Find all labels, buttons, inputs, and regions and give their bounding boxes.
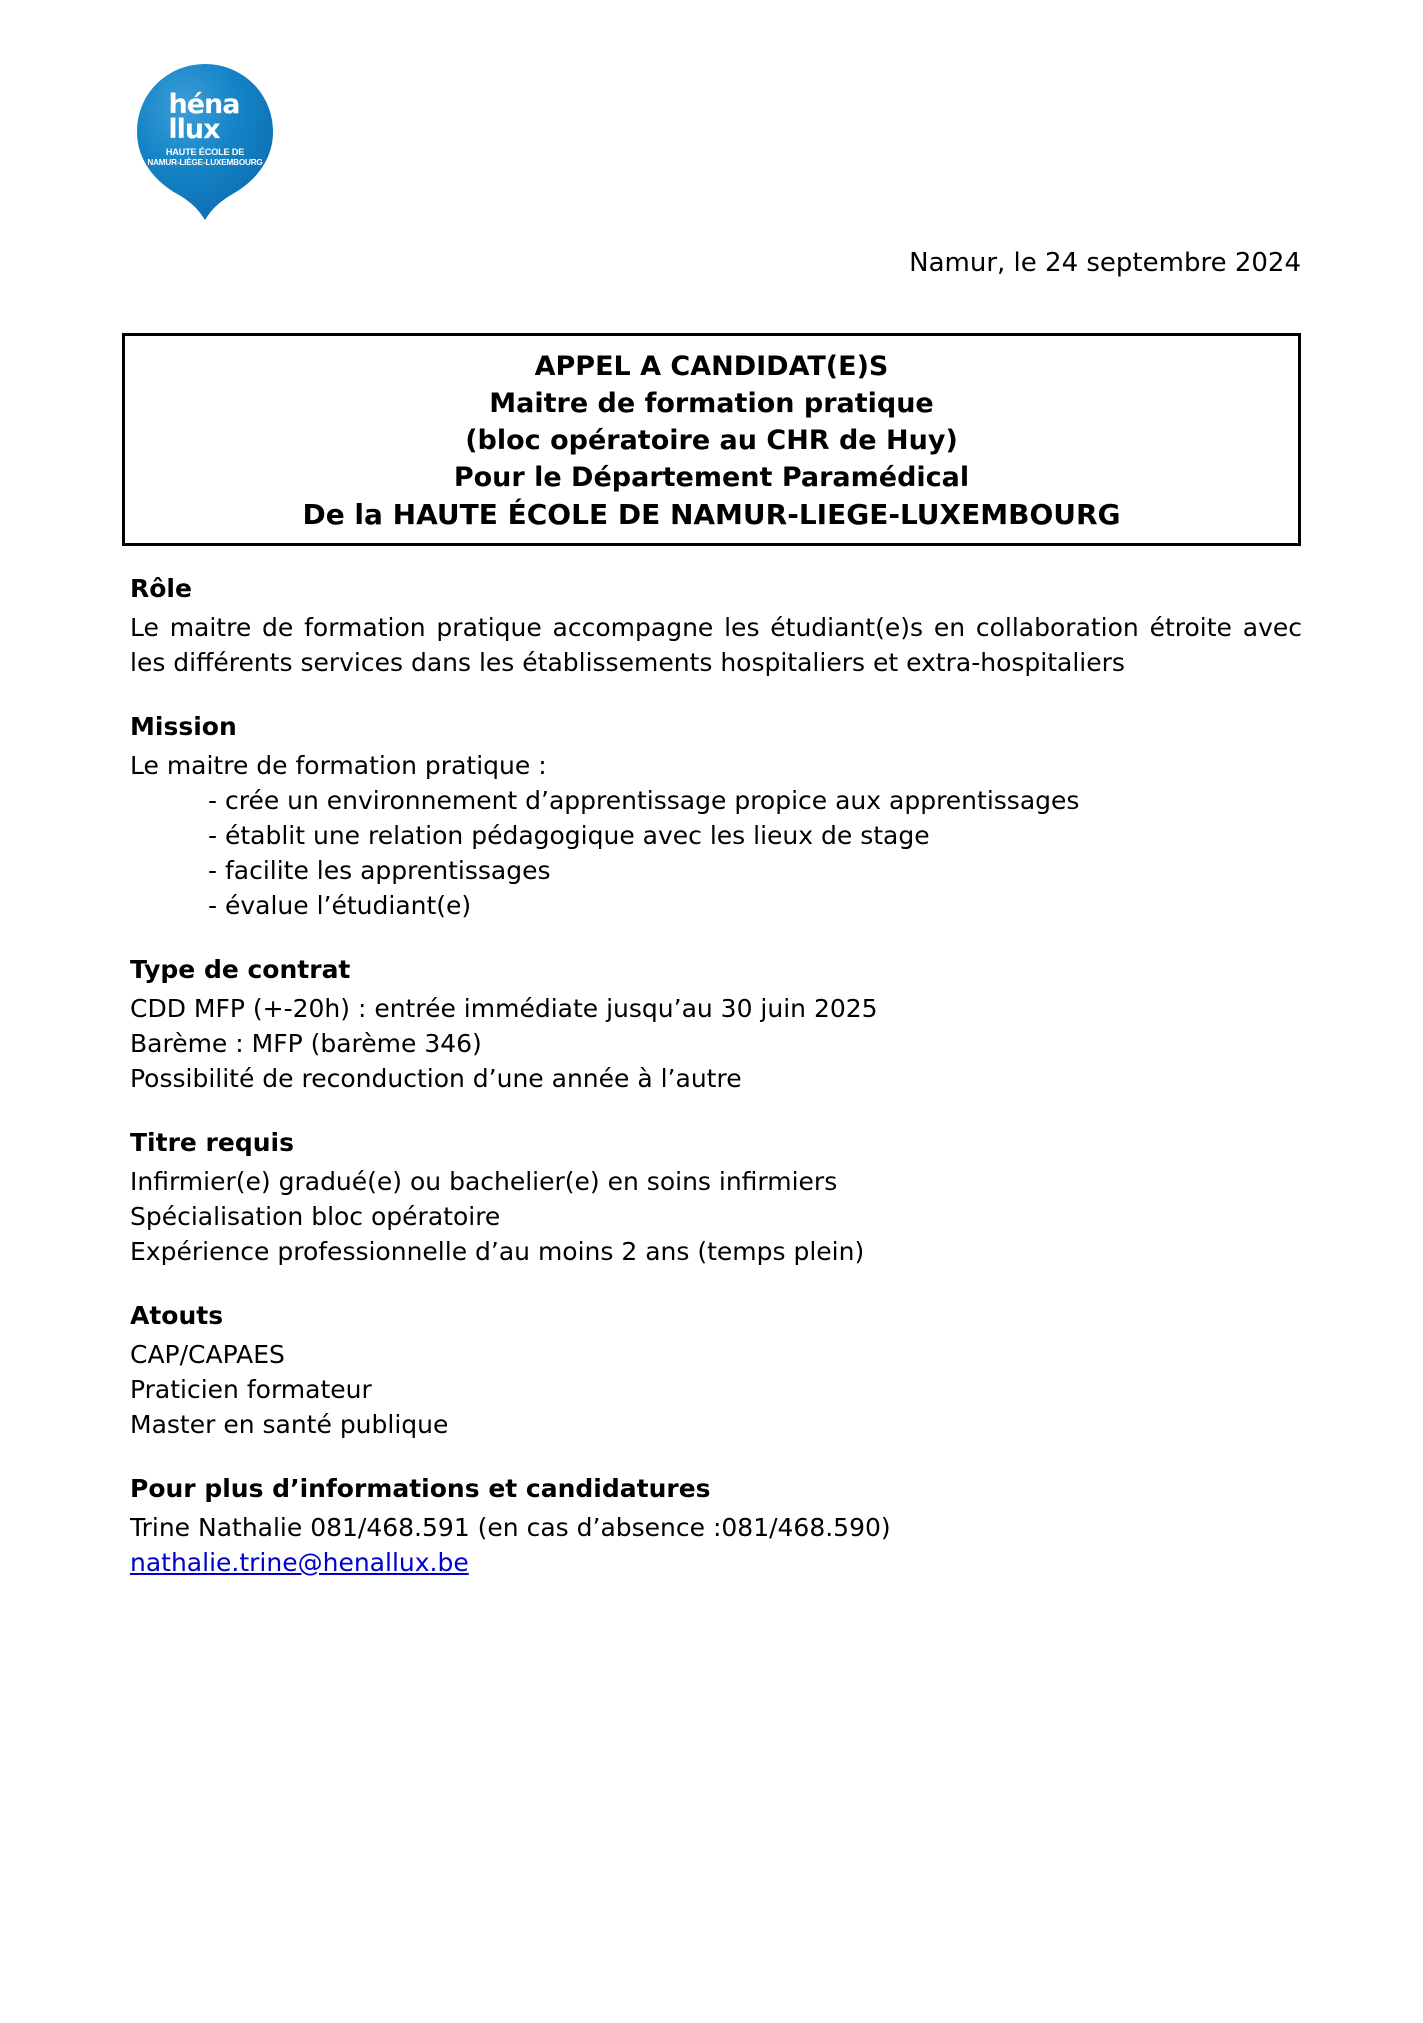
contrat-line: Barème : MFP (barème 346) xyxy=(130,1029,482,1058)
section-titre-requis xyxy=(130,1126,1302,1269)
section-contact xyxy=(130,1472,1302,1580)
title-box xyxy=(122,333,1301,546)
list-item: - établit une relation pédagogique avec les lieux de stage xyxy=(208,821,930,850)
titre-requis-line: Infirmier(e) gradué(e) ou bachelier(e) en soins infirmiers xyxy=(130,1167,838,1196)
section-heading-atouts: Atouts xyxy=(130,1301,224,1330)
section-heading-contrat: Type de contrat xyxy=(130,955,351,984)
section-heading-mission: Mission xyxy=(130,712,237,741)
section-mission xyxy=(130,710,1302,923)
titre-requis-line: Spécialisation bloc opératoire xyxy=(130,1202,501,1231)
date-line: Namur, le 24 septembre 2024 xyxy=(909,248,1301,278)
section-role xyxy=(130,572,1302,680)
section-heading-titre-requis: Titre requis xyxy=(130,1128,294,1157)
document-body xyxy=(130,572,1302,1580)
title-line-1: APPEL A CANDIDAT(E)S xyxy=(534,351,889,382)
titre-requis-line: Expérience professionnelle d’au moins 2 ans (temps plein) xyxy=(130,1237,865,1266)
section-body-role: Le maitre de formation pratique accompagne les étudiant(e)s en collaboration étroite avec les différents services dans les établissements hospitaliers et extra-hospitaliers xyxy=(130,613,1302,677)
list-item: - évalue l’étudiant(e) xyxy=(208,891,472,920)
atouts-line: CAP/CAPAES xyxy=(130,1340,285,1369)
contact-phone-line: Trine Nathalie 081/468.591 (en cas d’absence :081/468.590) xyxy=(130,1513,891,1542)
section-heading-role: Rôle xyxy=(130,574,192,603)
section-heading-contact: Pour plus d’informations et candidatures xyxy=(130,1474,711,1503)
logo-word-llux: llux xyxy=(168,114,220,145)
list-item: - facilite les apprentissages xyxy=(208,856,551,885)
contrat-line: Possibilité de reconduction d’une année à l’autre xyxy=(130,1064,742,1093)
logo-word-hena: héna xyxy=(168,89,240,120)
contact-email-link[interactable]: nathalie.trine@henallux.be xyxy=(130,1548,469,1577)
title-line-3: (bloc opératoire au CHR de Huy) xyxy=(465,425,958,456)
atouts-line: Praticien formateur xyxy=(130,1375,372,1404)
atouts-line: Master en santé publique xyxy=(130,1410,449,1439)
henallux-logo xyxy=(135,62,275,222)
mission-intro: Le maitre de formation pratique : xyxy=(130,751,547,780)
logo-subtitle-line1: HAUTE ÉCOLE DE xyxy=(165,147,245,157)
title-line-5: De la HAUTE ÉCOLE DE NAMUR-LIEGE-LUXEMBOURG xyxy=(302,498,1121,531)
list-item: - crée un environnement d’apprentissage propice aux apprentissages xyxy=(208,786,1080,815)
logo-subtitle-line2: NAMUR-LIÈGE-LUXEMBOURG xyxy=(147,158,263,167)
contrat-line: CDD MFP (+-20h) : entrée immédiate jusqu’au 30 juin 2025 xyxy=(130,994,878,1023)
title-line-4: Pour le Département Paramédical xyxy=(453,462,970,493)
section-atouts xyxy=(130,1299,1302,1442)
mission-bullet-list xyxy=(130,783,1302,923)
logo-pin-shape xyxy=(135,62,275,222)
title-line-2: Maitre de formation pratique xyxy=(489,388,934,419)
section-type-de-contrat xyxy=(130,953,1302,1096)
